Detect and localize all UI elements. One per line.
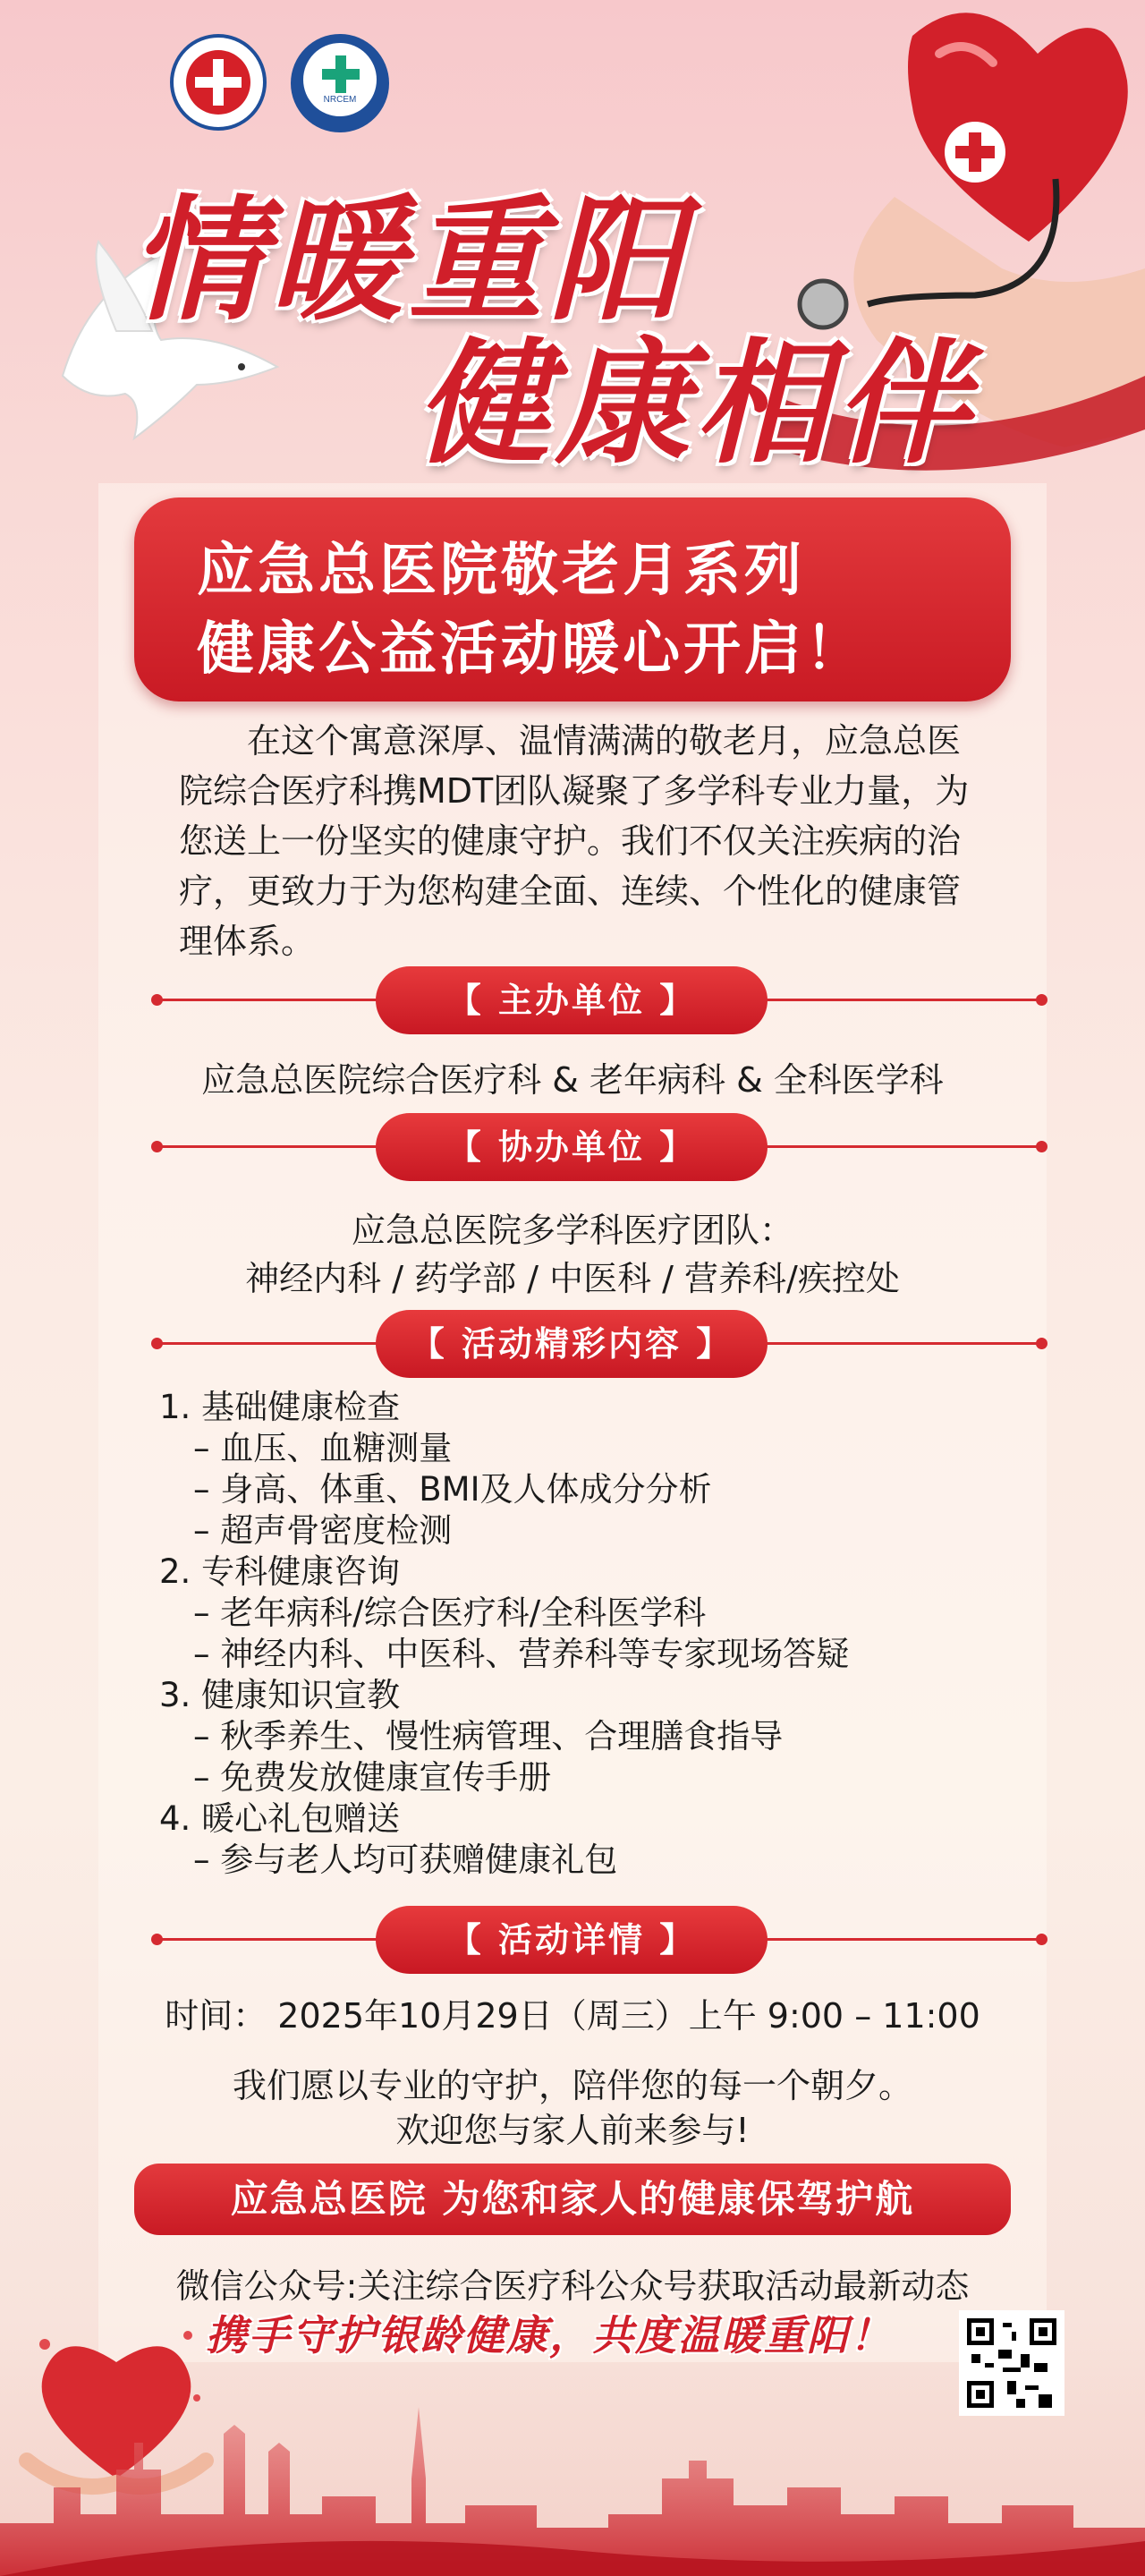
list-subitem: – 超声骨密度检测 (193, 1511, 453, 1550)
section-pill-details: 【 活动详情 】 (376, 1906, 768, 1974)
headline-banner (134, 497, 1011, 701)
closing-line2: 欢迎您与家人前来参与! (395, 2111, 750, 2150)
closing-line1: 我们愿以专业的守护，陪伴您的每一个朝夕。 (232, 2066, 912, 2105)
list-subitem: – 身高、体重、BMI及人体成分分析 (193, 1470, 712, 1509)
list-item: 2. 专科健康咨询 (159, 1552, 401, 1591)
nrcem-logo (291, 34, 389, 132)
list-item: 4. 暖心礼包赠送 (159, 1799, 401, 1838)
list-subitem: – 参与老人均可获赠健康礼包 (193, 1841, 618, 1879)
co-text-line1: 应急总医院多学科医疗团队： (351, 1211, 793, 1250)
headline-line2: 健康公益活动暖心开启！ (197, 616, 866, 683)
main-title-line1: 情暖重阳 (130, 182, 689, 339)
bottom-banner: 应急总医院 为您和家人的健康保驾护航 (134, 2164, 1011, 2235)
list-subitem: – 秋季养生、慢性病管理、合理膳食指导 (193, 1717, 784, 1756)
headline-line1: 应急总医院敬老月系列 (197, 538, 805, 604)
hospital-logo (170, 34, 267, 131)
co-text-line2: 神经内科 / 药学部 / 中医科 / 营养科/疾控处 (245, 1259, 900, 1298)
intro-paragraph (179, 716, 993, 966)
event-time: 时间： 2025年10月29日（周三）上午 9:00 – 11:00 (165, 1996, 980, 2036)
main-title-line2: 健康相伴 (416, 325, 975, 482)
nrcem-logo-text: NRCEM (323, 95, 357, 105)
list-subitem: – 神经内科、中医科、营养科等专家现场答疑 (193, 1635, 850, 1673)
section-pill-host: 【 主办单位 】 (376, 966, 768, 1034)
host-text: 应急总医院综合医疗科 & 老年病科 & 全科医学科 (201, 1060, 944, 1100)
list-subitem: – 血压、血糖测量 (193, 1429, 453, 1467)
slogan: 携手守护银龄健康，共度温暖重阳！ (206, 2311, 893, 2359)
list-item: 1. 基础健康检查 (159, 1388, 401, 1426)
intro-text: 在这个寓意深厚、温情满满的敬老月，应急总医院综合医疗科携MDT团队凝聚了多学科专业力量，为您送上一份坚实的健康守护。我们不仅关注疾病的治疗，更致力于为您构建全面、连续、个性化的健康管理体系。 (179, 721, 970, 961)
section-pill-content: 【 活动精彩内容 】 (376, 1310, 768, 1378)
section-pill-co: 【 协办单位 】 (376, 1113, 768, 1181)
list-subitem: – 老年病科/综合医疗科/全科医学科 (193, 1594, 707, 1632)
city-skyline (0, 2371, 1145, 2576)
activity-list (159, 1387, 849, 1881)
list-item: 3. 健康知识宣教 (159, 1676, 401, 1714)
wechat-text: 微信公众号:关注综合医疗科公众号获取活动最新动态 (175, 2266, 970, 2306)
list-subitem: – 免费发放健康宣传手册 (193, 1758, 552, 1797)
